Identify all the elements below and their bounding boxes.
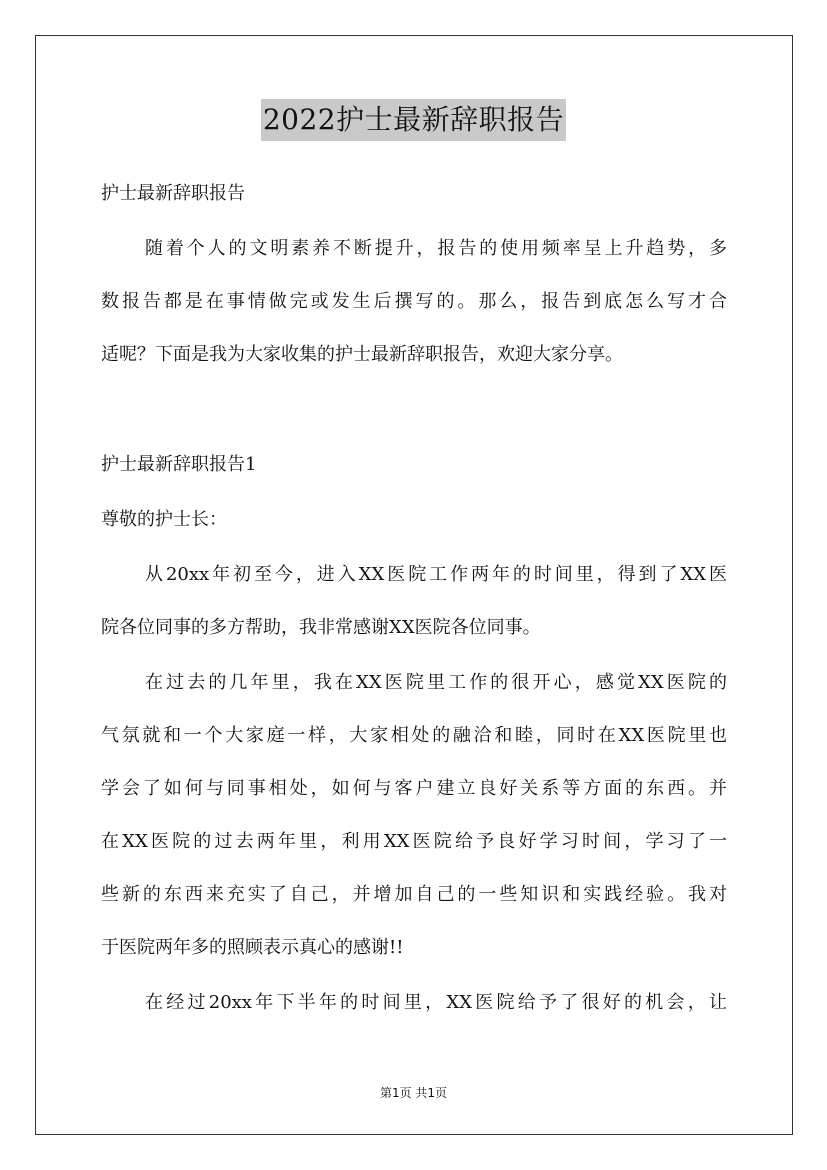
paragraph1-line-2: 院各位同事的多方帮助，我非常感谢XX医院各位同事。 xyxy=(101,617,541,638)
paragraph1-line-1: 从20xx年初至今，进入XX医院工作两年的时间里，得到了XX医 xyxy=(145,564,727,585)
document-title: 2022护士最新辞职报告 xyxy=(261,99,566,141)
paragraph2-line-2: 气氛就和一个大家庭一样，大家相处的融洽和睦，同时在XX医院里也 xyxy=(101,725,727,746)
document-subtitle: 护士最新辞职报告 xyxy=(101,183,245,204)
paragraph2-line-5: 些新的东西来充实了自己，并增加自己的一些知识和实践经验。我对 xyxy=(101,884,727,905)
paragraph2-line-4: 在XX医院的过去两年里，利用XX医院给予良好学习时间，学习了一 xyxy=(101,831,727,852)
paragraph3-line-1: 在经过20xx年下半年的时间里，XX医院给予了很好的机会，让 xyxy=(145,992,727,1013)
salutation: 尊敬的护士长： xyxy=(101,509,227,530)
page-footer: 第1页 共1页 xyxy=(379,1086,448,1100)
paragraph2-line-6: 于医院两年多的照顾表示真心的感谢!! xyxy=(101,937,404,958)
intro-line-3: 适呢？下面是我为大家收集的护士最新辞职报告，欢迎大家分享。 xyxy=(101,344,623,365)
section-heading: 护士最新辞职报告1 xyxy=(101,454,257,475)
title-container xyxy=(0,99,827,141)
paragraph2-line-3: 学会了如何与同事相处，如何与客户建立良好关系等方面的东西。并 xyxy=(101,778,727,799)
paragraph2-line-1: 在过去的几年里，我在XX医院里工作的很开心，感觉XX医院的 xyxy=(145,672,727,693)
intro-line-1: 随着个人的文明素养不断提升，报告的使用频率呈上升趋势，多 xyxy=(145,238,727,259)
intro-line-2: 数报告都是在事情做完或发生后撰写的。那么，报告到底怎么写才合 xyxy=(101,291,727,312)
